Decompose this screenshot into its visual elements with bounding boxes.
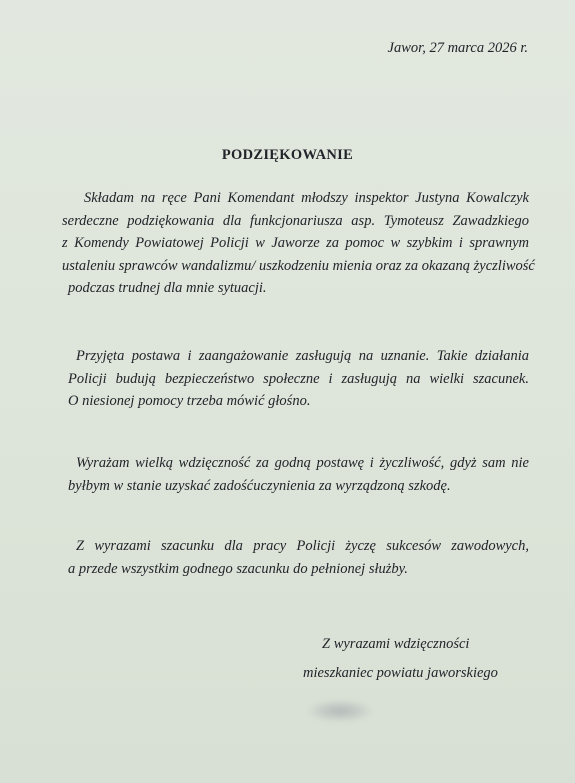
blurred-signature bbox=[308, 700, 372, 722]
paragraph-line: ustaleniu sprawców wandalizmu/ uszkodzeniu mienia oraz za okazaną życzliwość bbox=[62, 257, 535, 274]
paragraph-3 bbox=[62, 452, 529, 497]
paragraph-line: Wyrażam wielką wdzięczność za godną postawę i życzliwość, gdyż sam nie bbox=[76, 455, 529, 471]
paragraph-line: z Komendy Powiatowej Policji w Jaworze za pomoc w szybkim i sprawnym bbox=[62, 235, 529, 252]
paragraph-4 bbox=[62, 535, 529, 580]
paragraph-2 bbox=[62, 345, 529, 413]
paragraph-line: serdeczne podziękowania dla funkcjonariusza asp. Tymoteusz Zawadzkiego bbox=[62, 212, 529, 229]
paragraph-line: O niesionej pomocy trzeba mówić głośno. bbox=[68, 393, 311, 410]
paragraph-line: Przyjęta postawa i zaangażowanie zasługują na uznanie. Takie działania bbox=[76, 348, 529, 364]
paragraph-line: byłbym w stanie uzyskać zadośćuczynienia za wyrządzoną szkodę. bbox=[68, 477, 451, 494]
letter-title: PODZIĘKOWANIE bbox=[221, 147, 354, 163]
paragraph-1 bbox=[62, 187, 535, 300]
paragraph-line: Z wyrazami szacunku dla pracy Policji życzę sukcesów zawodowych, bbox=[76, 538, 529, 554]
paragraph-line: podczas trudnej dla mnie sytuacji. bbox=[68, 280, 267, 297]
closing-sender: mieszkaniec powiatu jaworskiego bbox=[303, 665, 498, 681]
letter-date: Jawor, 27 marca 2026 r. bbox=[387, 40, 528, 56]
closing-greeting: Z wyrazami wdzięczności bbox=[322, 636, 470, 652]
paragraph-line: Policji budują bezpieczeństwo społeczne i zasługują na wielki szacunek. bbox=[68, 370, 529, 387]
paragraph-line: a przede wszystkim godnego szacunku do pełnionej służby. bbox=[68, 560, 408, 577]
paragraph-line: Składam na ręce Pani Komendant młodszy inspektor Justyna Kowalczyk bbox=[84, 190, 529, 206]
